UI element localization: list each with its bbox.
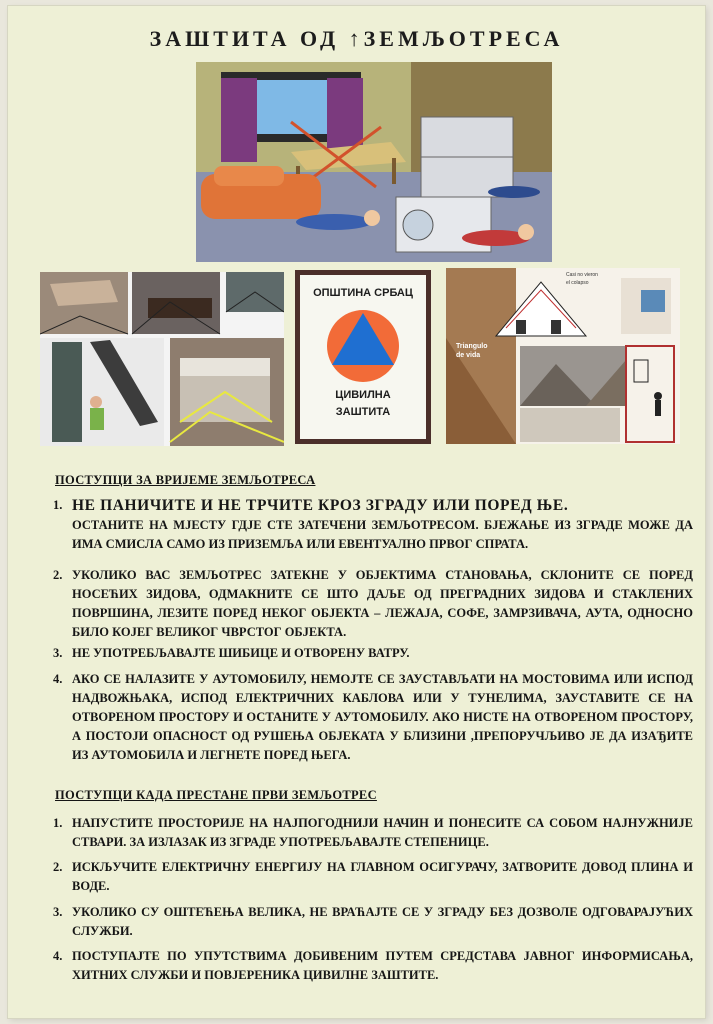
section-heading-during: ПОСТУПЦИ ЗА ВРИЈЕМЕ ЗЕМЉОТРЕСА bbox=[55, 473, 316, 487]
list-item-text: ИСКЉУЧИТЕ ЕЛЕКТРИЧНУ ЕНЕРГИЈУ НА ГЛАВНОМ ОСИГУРАЧУ, ЗАТВОРИТЕ ДОВОД ПЛИНА И ВОДЕ. bbox=[72, 860, 693, 893]
triangle-of-life-infographic bbox=[446, 268, 680, 444]
list-item-text: НЕ УПОТРЕБЉАВАЈТЕ ШИБИЦЕ И ОТВОРЕНУ ВАТРУ. bbox=[72, 646, 410, 660]
list-item bbox=[53, 903, 693, 941]
list-item bbox=[53, 814, 693, 852]
list-item bbox=[53, 670, 693, 765]
list-item-number: 4. bbox=[53, 949, 63, 963]
list-item-number: 3. bbox=[53, 646, 63, 660]
section-heading-after: ПОСТУПЦИ КАДА ПРЕСТАНЕ ПРВИ ЗЕМЉОТРЕС bbox=[55, 788, 377, 802]
page-title: ЗАШТИТА ОД ↑ЗЕМЉОТРЕСА bbox=[149, 26, 564, 51]
list-item-number: 1. bbox=[53, 498, 63, 512]
svg-text:el colapso: el colapso bbox=[566, 280, 589, 286]
list-item-text: АКО СЕ НАЛАЗИТЕ У АУТОМОБИЛУ, НЕМОЈТЕ СЕ ЗАУСТАВЉАТИ НА МОСТОВИМА ИЛИ ИСПОД НАДВОЖЊАКА, ИСПОД ЕЛЕКТРИЧНИХ КАБЛОВА ИЛИ У ТУНЕЛИМА, ЗАУСТАВИТЕ СЕ НА ОТВОРЕНОМ ПРОСТОРУ И ОСТАНИТЕ У АУТОМОБИЛУ. АКО НИСТЕ НА ОТВОРЕНОМ ПРОСТОРУ, А ПОСТОЈИ ОПАСНОСТ ОД РУШЕЊА ОБЈЕКАТА У БЛИЗИНИ ,ПРЕПОРУЧЉИВО ЈЕ ДА ИЗАЂИТЕ ИЗ АУТОМОБИЛА И ЛЕГНЕТЕ ПОРЕД ЊЕГА. bbox=[72, 672, 693, 762]
list-item-number: 1. bbox=[53, 816, 63, 830]
list-item bbox=[53, 566, 693, 642]
poster bbox=[8, 6, 705, 1018]
safety-photo-collage bbox=[40, 272, 284, 446]
list-item-text: УКОЛИКО ВАС ЗЕМЉОТРЕС ЗАТЕКНЕ У ОБЈЕКТИМА СТАНОВАЊА, СКЛОНИТЕ СЕ ПОРЕД НОСЕЋИХ ЗИДОВА, ОДМАКНИТЕ СЕ ШТО ДАЉЕ ОД ПРЕГРАДНИХ ЗИДОВА И СТАКЛЕНИХ ПОВРШИНА, ЛЕЗИТЕ ПОРЕД НЕКОГ ОБЈЕКТА – ЛЕЖАЈА, СОФЕ, ЗАМРЗИВАЧА, АУТА, ОДНОСНО БИЛО КОЈЕГ ВЕЛИКОГ ЧВРСТОГ ОБЈЕКТА. bbox=[72, 568, 693, 639]
room-illustration bbox=[196, 62, 552, 262]
municipality-label: ОПШТИНА СРБАЦ bbox=[313, 287, 413, 299]
badge-line-2: ЗАШТИТА bbox=[335, 406, 391, 418]
list-item-number: 2. bbox=[53, 568, 63, 582]
infographic-label: de vida bbox=[456, 352, 481, 359]
list-item-text: ПОСТУПАЈТЕ ПО УПУТСТВИМА ДОБИВЕНИМ ПУТЕМ СРЕДСТАВА ЈАВНОГ ИНФОРМИСАЊА, ХИТНИХ СЛУЖБИ И ПОВЈЕРЕНИКА ЦИВИЛНЕ ЗАШТИТЕ. bbox=[72, 949, 693, 982]
list-item-text: НАПУСТИТЕ ПРОСТОРИЈЕ НА НАЈПОГОДНИЈИ НАЧИН И ПОНЕСИТЕ СА СОБОМ НАЈНУЖНИЈЕ СТВАРИ. ЗА ИЗЛАЗАК ИЗ ЗГРАДЕ УПОТРЕБЉАВАЈТЕ СТЕПЕНИЦЕ. bbox=[72, 816, 693, 849]
civil-protection-label bbox=[300, 387, 426, 421]
list-item bbox=[53, 858, 693, 896]
list-item-lead: НЕ ПАНИЧИТЕ И НЕ ТРЧИТЕ КРОЗ ЗГРАДУ ИЛИ ПОРЕД ЊЕ. bbox=[72, 497, 569, 514]
svg-text:Casi no vieron: Casi no vieron bbox=[566, 272, 598, 278]
list-item bbox=[53, 644, 693, 663]
civil-defense-emblem-icon bbox=[324, 307, 402, 385]
list-item-text: УКОЛИКО СУ ОШТЕЋЕЊА ВЕЛИКА, НЕ ВРАЋАЈТЕ СЕ У ЗГРАДУ БЕЗ ДОЗВОЛЕ ОДГОВАРАЈУЋИХ СЛУЖБИ. bbox=[72, 905, 693, 938]
list-item-number: 3. bbox=[53, 905, 63, 919]
list-item bbox=[53, 496, 693, 554]
list-item-text: ОСТАНИТЕ НА МЈЕСТУ ГДЈЕ СТЕ ЗАТЕЧЕНИ ЗЕМЉОТРЕСОМ. БЈЕЖАЊЕ ИЗ ЗГРАДЕ МОЖЕ ДА ИМА СМИСЛА САМО ИЗ ПРИЗЕМЉА ИЛИ ЕВЕНТУАЛНО ПРВОГ СПРАТА. bbox=[72, 518, 693, 551]
list-item-number: 2. bbox=[53, 860, 63, 874]
list-item-number: 4. bbox=[53, 672, 63, 686]
badge-line-1: ЦИВИЛНА bbox=[335, 389, 391, 401]
civil-defense-badge bbox=[295, 270, 431, 444]
list-item bbox=[53, 947, 693, 985]
infographic-label: Triangulo bbox=[456, 343, 488, 350]
